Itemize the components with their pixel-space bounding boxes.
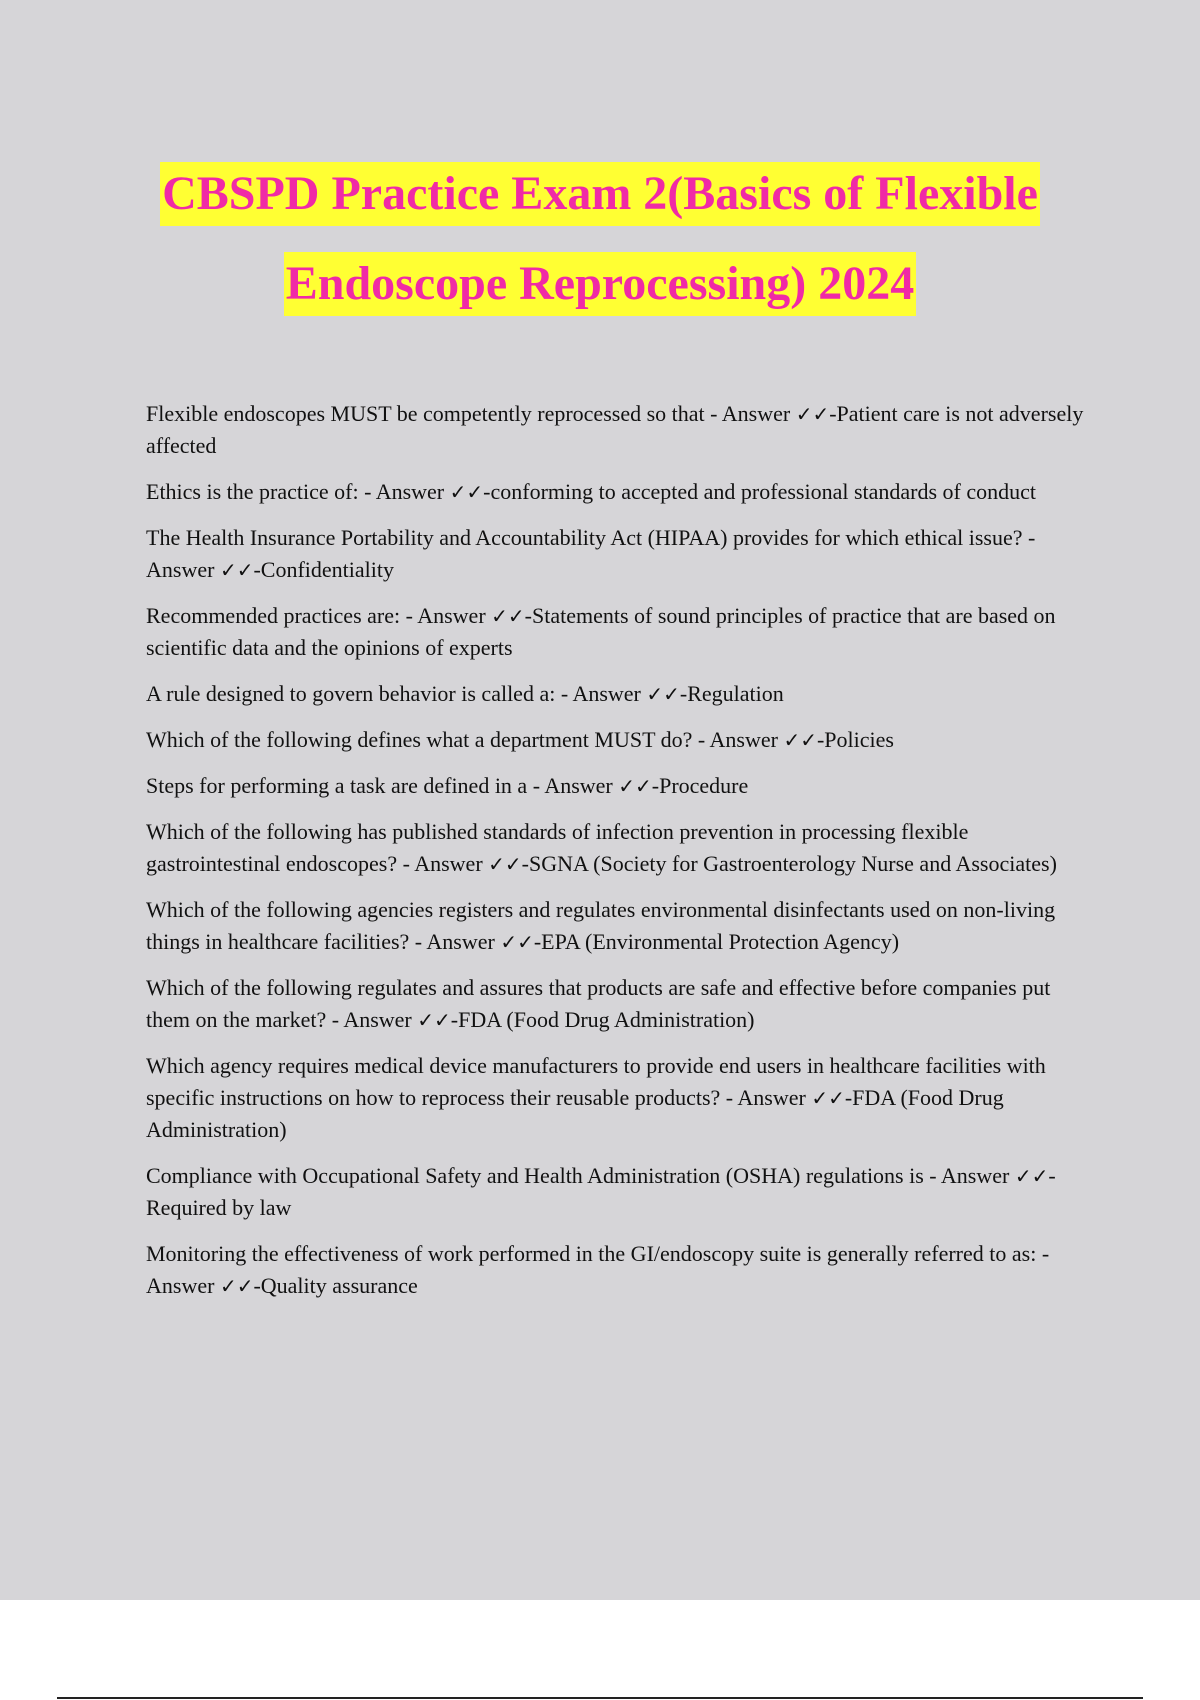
answer-text: -Required by law [146, 1163, 1056, 1220]
qa-item [146, 600, 1091, 664]
answer-prefix: - Answer [923, 1163, 1015, 1188]
qa-item [146, 1238, 1091, 1302]
answer-text: -Confidentiality [253, 557, 394, 582]
double-check-icon: ✓✓ [219, 558, 254, 582]
question-text: Compliance with Occupational Safety and Health Administration (OSHA) regulations is [146, 1163, 924, 1188]
qa-item [146, 398, 1091, 462]
qa-item [146, 1160, 1091, 1224]
answer-prefix: - Answer [400, 603, 492, 628]
answer-prefix: - Answer [704, 401, 796, 426]
question-text: Monitoring the effectiveness of work performed in the GI/endoscopy suite is generally referred to as: [146, 1241, 1037, 1266]
qa-item [146, 522, 1091, 586]
double-check-icon: ✓✓ [795, 402, 830, 426]
answer-text: -FDA (Food Drug Administration) [146, 1085, 1004, 1142]
answer-text: -Regulation [679, 681, 784, 706]
answer-prefix: - Answer [409, 929, 501, 954]
qa-item [146, 972, 1091, 1036]
double-check-icon: ✓✓ [646, 682, 680, 706]
answer-prefix: - Answer [358, 479, 450, 504]
double-check-icon: ✓✓ [449, 480, 484, 504]
qa-item [146, 724, 1091, 756]
qa-item [146, 816, 1091, 880]
question-text: Which of the following defines what a department MUST do? [146, 727, 693, 752]
question-text: A rule designed to govern behavior is called a: [146, 681, 556, 706]
answer-text: -EPA (Environmental Protection Agency) [533, 929, 900, 954]
double-check-icon: ✓✓ [488, 852, 522, 876]
document-title [0, 162, 1200, 316]
qa-item [146, 894, 1091, 958]
answer-text: -Procedure [651, 773, 749, 798]
qa-item [146, 476, 1091, 508]
answer-text: -Quality assurance [253, 1273, 418, 1298]
answer-text: -Patient care is not adversely affected [146, 401, 1084, 458]
question-text: Which of the following has published standards of infection prevention in processing flexible gastrointestinal endoscopes? [146, 819, 969, 876]
answer-prefix: - Answer [397, 851, 489, 876]
answer-prefix: - Answer [720, 1085, 812, 1110]
answer-text: -Policies [816, 727, 894, 752]
double-check-icon: ✓✓ [491, 604, 525, 628]
double-check-icon: ✓✓ [811, 1086, 845, 1110]
answer-text: -FDA (Food Drug Administration) [450, 1007, 755, 1032]
double-check-icon: ✓✓ [219, 1274, 254, 1298]
qa-item [146, 770, 1091, 802]
question-text: Flexible endoscopes MUST be competently reprocessed so that [146, 401, 705, 426]
double-check-icon: ✓✓ [417, 1008, 451, 1032]
question-answer-list [146, 398, 1091, 1316]
double-check-icon: ✓✓ [783, 728, 817, 752]
question-text: Which of the following agencies registers and regulates environmental disinfectants used on non-living things in healthcare facilities? [146, 897, 1056, 954]
title-line-2: Endoscope Reprocessing) 2024 [284, 252, 916, 316]
answer-prefix: - Answer [326, 1007, 418, 1032]
footer-divider [57, 1697, 1143, 1699]
double-check-icon: ✓✓ [618, 774, 652, 798]
title-line-1: CBSPD Practice Exam 2(Basics of Flexible [160, 162, 1040, 226]
answer-prefix: - Answer [146, 525, 1036, 582]
question-text: The Health Insurance Portability and Accountability Act (HIPAA) provides for which ethical issue? [146, 525, 1023, 550]
question-text: Ethics is the practice of: [146, 479, 359, 504]
answer-text: -SGNA (Society for Gastroenterology Nurse and Associates) [521, 851, 1057, 876]
answer-prefix: - Answer [555, 681, 647, 706]
question-text: Which of the following regulates and assures that products are safe and effective before companies put them on the market? [146, 975, 1051, 1032]
qa-item [146, 678, 1091, 710]
qa-item [146, 1050, 1091, 1146]
question-text: Which agency requires medical device manufacturers to provide end users in healthcare facilities with specific instructions on how to reprocess their reusable products? [146, 1053, 1046, 1110]
answer-prefix: - Answer [146, 1241, 1050, 1298]
answer-prefix: - Answer [527, 773, 619, 798]
answer-text: -Statements of sound principles of practice that are based on scientific data and the opinions of experts [146, 603, 1056, 660]
answer-text: -conforming to accepted and professional standards of conduct [483, 479, 1037, 504]
question-text: Steps for performing a task are defined in a [146, 773, 528, 798]
double-check-icon: ✓✓ [1014, 1164, 1049, 1188]
answer-prefix: - Answer [692, 727, 784, 752]
question-text: Recommended practices are: [146, 603, 401, 628]
double-check-icon: ✓✓ [500, 930, 534, 954]
